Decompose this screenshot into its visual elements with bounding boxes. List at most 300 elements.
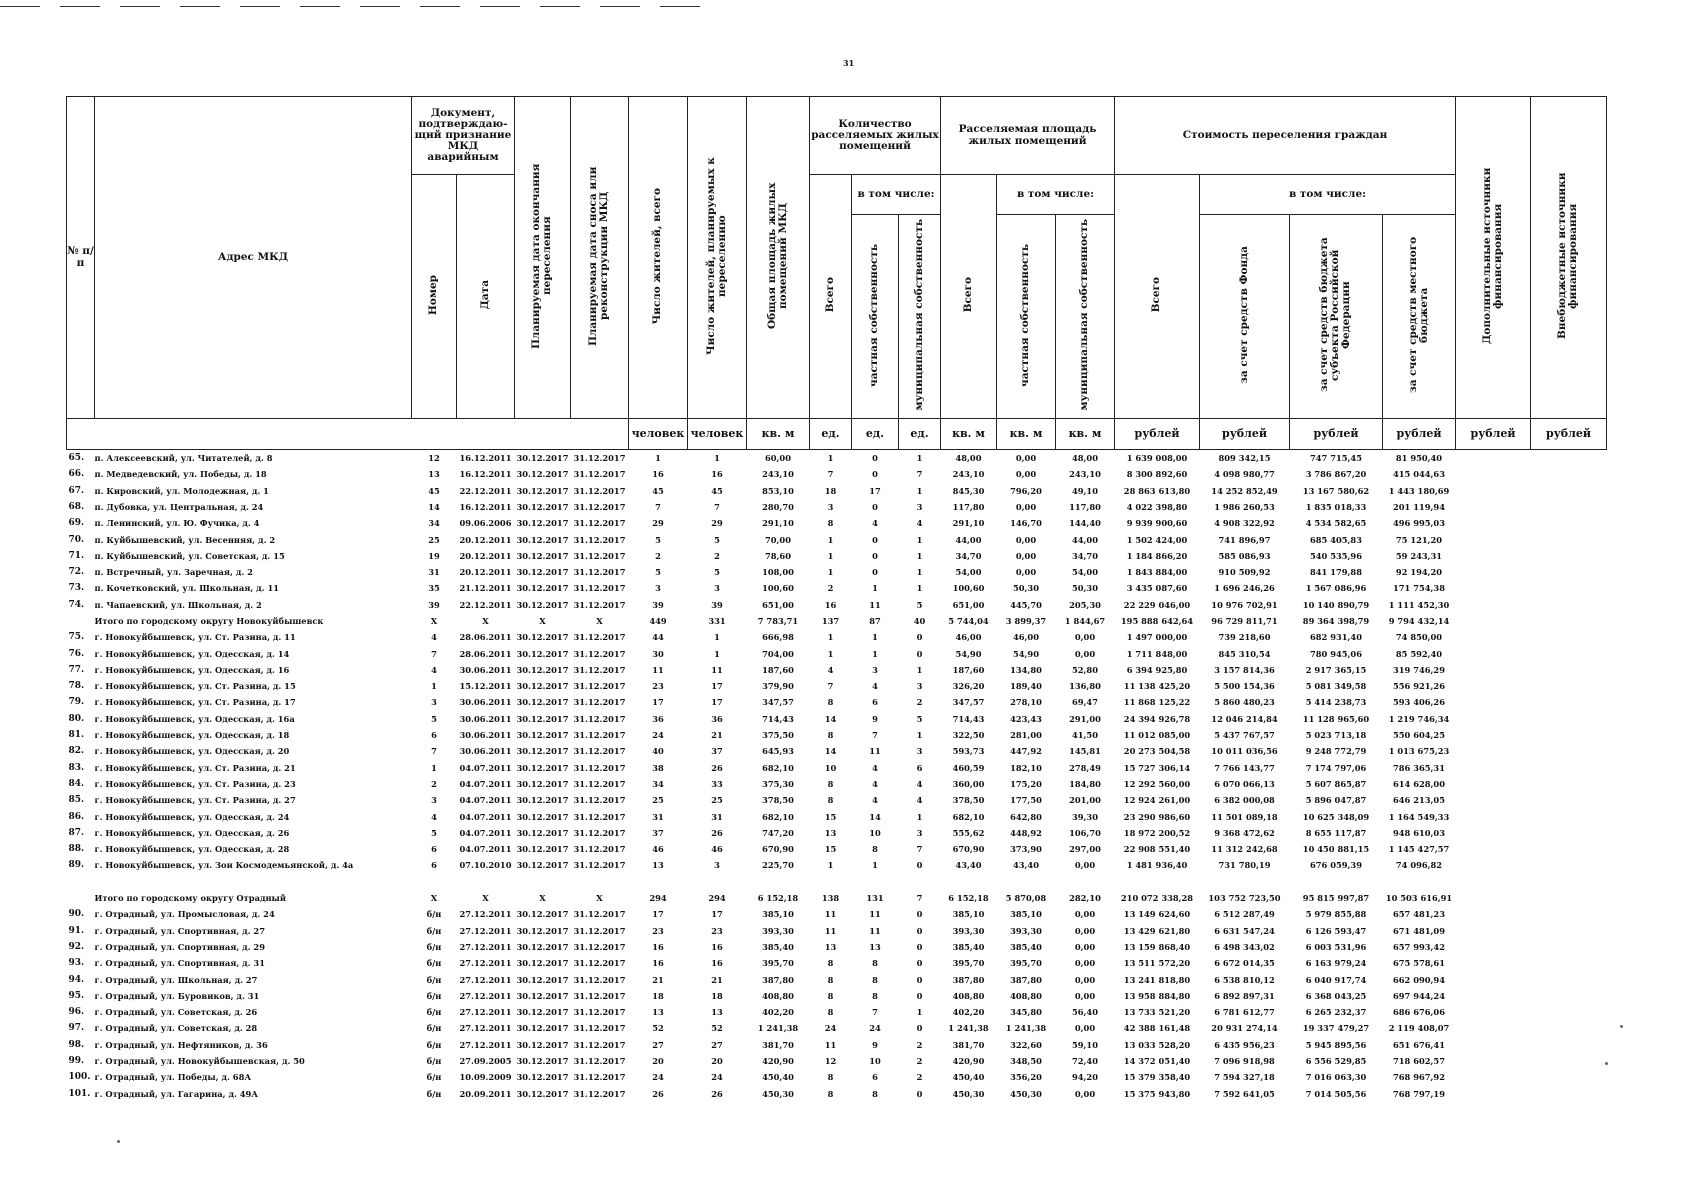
value-cell: 13 159 868,40 (1123, 941, 1191, 952)
address-cell: п. Кировский, ул. Молодежная, д. 1 (94, 485, 269, 496)
value-cell: 1 497 000,00 (1126, 632, 1188, 643)
value-cell: 1 (431, 681, 437, 692)
value-cell: 30.12.2017 (516, 469, 569, 480)
value-cell: 39 (652, 599, 664, 610)
col-planned-demolish-header: Планируемая дата сноса или реконструкции МКД (571, 97, 629, 419)
value-cell: 662 090,94 (1393, 974, 1445, 985)
value-cell: 3 (827, 501, 834, 512)
value-cell: 13 511 572,20 (1123, 958, 1191, 969)
value-cell: 381,70 (762, 1039, 794, 1050)
value-cell: 393,30 (762, 925, 794, 936)
value-cell: 1 219 746,34 (1388, 713, 1450, 724)
address-cell: Итого по городскому округу Новокуйбышевск (94, 615, 324, 626)
value-cell: 291,10 (952, 518, 985, 529)
table-row (67, 532, 1607, 548)
value-cell: 31.12.2017 (573, 697, 626, 708)
value-cell: 1 241,38 (948, 1023, 989, 1034)
value-cell: 6 781 612,77 (1214, 1007, 1275, 1018)
value-cell: 2 (916, 1056, 923, 1066)
value-cell: 59,10 (1072, 1039, 1098, 1050)
value-cell: 31 (652, 811, 664, 822)
value-cell: 33 (711, 778, 723, 789)
value-cell: 0 (916, 941, 923, 952)
value-cell: 04.07.2011 (459, 827, 512, 838)
col-area-all-header: Всего (941, 175, 997, 419)
address-cell: г. Новокуйбышевск, ул. Зои Космодемьянской, д. 4а (94, 860, 354, 871)
unit-cell: рублей (1456, 419, 1531, 450)
value-cell: 11 128 965,60 (1302, 713, 1370, 724)
value-cell: 4 (431, 664, 437, 675)
table-row (67, 1037, 1607, 1053)
value-cell: 2 119 408,07 (1388, 1023, 1450, 1034)
value-cell: 585 086,93 (1218, 550, 1271, 561)
value-cell: 666,98 (762, 632, 794, 643)
value-cell: 331 (708, 615, 726, 626)
value-cell: 31.12.2017 (573, 844, 626, 855)
value-cell: 31.12.2017 (573, 925, 626, 936)
row-number: 94. (68, 974, 85, 985)
address-cell: г. Новокуйбышевск, ул. Ст. Разина, д. 23 (94, 778, 296, 789)
value-cell: б/н (426, 941, 442, 952)
value-cell: 7 (916, 844, 923, 855)
value-cell: 6 394 925,80 (1126, 664, 1188, 675)
value-cell: 682 931,40 (1310, 632, 1362, 643)
value-cell: 6 (431, 860, 437, 871)
address-cell: п. Куйбышевский, ул. Советская, д. 15 (94, 550, 285, 561)
value-cell: 448,92 (1010, 827, 1042, 838)
value-cell: 30.12.2017 (516, 453, 569, 464)
value-cell: 16 (652, 958, 664, 969)
table-row (67, 662, 1607, 678)
value-cell: 646 213,05 (1393, 795, 1445, 806)
value-cell: 34,70 (1072, 550, 1098, 561)
value-cell: 1 (827, 550, 834, 561)
value-cell: 11 138 425,20 (1123, 681, 1191, 692)
value-cell: 146,70 (1010, 518, 1042, 529)
value-cell: 11 501 089,18 (1211, 811, 1278, 822)
address-cell: г. Отрадный, ул. Школьная, д. 27 (94, 974, 258, 985)
value-cell: 31.12.2017 (573, 958, 626, 969)
value-cell: 360,00 (952, 778, 985, 789)
value-cell: 6 152,18 (757, 893, 799, 904)
value-cell: 2 917 365,15 (1305, 664, 1367, 675)
value-cell: 56,40 (1072, 1007, 1098, 1018)
value-cell: 645,93 (762, 746, 794, 757)
value-cell: 768 967,92 (1393, 1072, 1445, 1083)
table-row (67, 1086, 1607, 1102)
col-total-area-header: Общая площадь жилых помещений МКД (747, 97, 810, 419)
value-cell: 0,00 (1015, 534, 1037, 545)
address-cell: г. Отрадный, ул. Победы, д. 68А (94, 1072, 252, 1083)
value-cell: 31.12.2017 (573, 664, 626, 675)
value-cell: 205,30 (1069, 599, 1101, 610)
value-cell: 0,00 (1074, 632, 1096, 643)
value-cell: 243,10 (1069, 469, 1101, 480)
value-cell: 1 (827, 632, 834, 643)
value-cell: 5 081 349,58 (1305, 681, 1367, 692)
row-number: 82. (68, 746, 85, 757)
value-cell: 30.12.2017 (516, 827, 569, 838)
value-cell: 294 (649, 893, 667, 904)
value-cell: 747,20 (762, 827, 794, 838)
value-cell: 1 443 180,69 (1388, 485, 1450, 496)
value-cell: 184,80 (1069, 778, 1101, 789)
value-cell: 0,00 (1074, 1023, 1096, 1034)
value-cell: 347,57 (762, 697, 794, 708)
value-cell: 31 (711, 811, 723, 822)
value-cell: 1 844,67 (1064, 615, 1106, 626)
total-row (67, 613, 1607, 629)
value-cell: 18 (711, 990, 723, 1001)
scan-speck (1605, 1062, 1608, 1065)
value-cell: 29 (652, 518, 664, 529)
value-cell: 4 (916, 795, 923, 806)
value-cell: 6 040 917,74 (1305, 974, 1367, 985)
value-cell: 408,80 (762, 990, 794, 1001)
scan-speck (117, 1140, 120, 1143)
value-cell: 348,50 (1010, 1056, 1042, 1066)
value-cell: 27.12.2011 (459, 1023, 512, 1034)
value-cell: 2 (827, 583, 834, 594)
value-cell: 395,70 (762, 958, 794, 969)
value-cell: 731 780,19 (1218, 860, 1271, 871)
value-cell: 13 958 884,80 (1123, 990, 1191, 1001)
value-cell: 5 (655, 534, 661, 545)
value-cell: 1 (916, 567, 923, 578)
row-number: 89. (68, 860, 85, 871)
value-cell: 7 (872, 730, 878, 741)
value-cell: 37 (652, 827, 664, 838)
value-cell: 7 783,71 (757, 615, 799, 626)
table-row (67, 923, 1607, 939)
value-cell: 30.12.2017 (516, 974, 569, 985)
value-cell: 30.12.2017 (516, 811, 569, 822)
value-cell: 177,50 (1010, 795, 1042, 806)
value-cell: 14 252 852,49 (1211, 485, 1278, 496)
value-cell: б/н (426, 1088, 442, 1099)
value-cell: 70,00 (765, 534, 791, 545)
value-cell: 1 (714, 648, 720, 659)
col-cost-all-header: Всего (1115, 175, 1200, 419)
value-cell: 171 754,38 (1393, 583, 1445, 594)
value-cell: 0 (916, 909, 923, 920)
value-cell: 13 241 818,80 (1123, 974, 1191, 985)
value-cell: 28.06.2011 (459, 632, 512, 643)
value-cell: 614 628,00 (1393, 778, 1445, 789)
value-cell: 393,30 (952, 925, 985, 936)
table-row (67, 450, 1607, 467)
value-cell: 145,81 (1069, 746, 1101, 757)
row-number: 86. (68, 811, 85, 822)
value-cell: 117,80 (952, 501, 985, 512)
value-cell: 0,00 (1074, 925, 1096, 936)
value-cell: 7 174 797,06 (1305, 762, 1367, 773)
value-cell: 22.12.2011 (459, 599, 512, 610)
row-number: 73. (68, 583, 85, 594)
value-cell: 1 (872, 860, 878, 871)
value-cell: 31.12.2017 (573, 730, 626, 741)
value-cell: 54,90 (1013, 648, 1039, 659)
table-row (67, 792, 1607, 808)
value-cell: 378,50 (762, 795, 794, 806)
value-cell: 11 (869, 909, 881, 920)
value-cell: 387,80 (952, 974, 985, 985)
value-cell: 10 011 036,56 (1211, 746, 1278, 757)
value-cell: 445,70 (1010, 599, 1042, 610)
value-cell: 16 (824, 599, 837, 610)
value-cell: 187,60 (762, 664, 794, 675)
value-cell: 1 (431, 762, 437, 773)
value-cell: 6 556 529,85 (1305, 1056, 1367, 1066)
value-cell: 30.12.2017 (516, 925, 569, 936)
value-cell: 11 (824, 925, 837, 936)
value-cell: 24 (824, 1023, 837, 1034)
value-cell: 13 149 624,60 (1123, 909, 1191, 920)
value-cell: 30.12.2017 (516, 681, 569, 692)
value-cell: 50,30 (1072, 583, 1098, 594)
value-cell: 682,10 (762, 762, 794, 773)
value-cell: 100,60 (952, 583, 985, 594)
value-cell: 6 003 531,96 (1305, 941, 1367, 952)
area-incl-header: в том числе: (997, 175, 1115, 215)
value-cell: 3 (714, 860, 720, 871)
value-cell: 5 896 047,87 (1305, 795, 1367, 806)
value-cell: 11 (869, 599, 881, 610)
value-cell: 31.12.2017 (573, 1007, 626, 1018)
table-row (67, 972, 1607, 988)
value-cell: 20 931 274,14 (1211, 1023, 1278, 1034)
value-cell: 22 908 551,40 (1123, 844, 1191, 855)
value-cell: 21 (711, 730, 723, 741)
value-cell: 30.12.2017 (516, 501, 569, 512)
value-cell: 7 (431, 648, 437, 659)
table-row (67, 499, 1607, 515)
value-cell: 30.12.2017 (516, 583, 569, 594)
row-number: 99. (68, 1056, 85, 1066)
value-cell: 4 (431, 632, 437, 643)
table-row (67, 629, 1607, 645)
resettlement-table (66, 96, 1607, 1102)
value-cell: 1 (655, 453, 661, 464)
row-number: 93. (68, 958, 85, 969)
value-cell: 6 163 979,24 (1305, 958, 1367, 969)
value-cell: 21.12.2011 (459, 583, 512, 594)
value-cell: 20.12.2011 (459, 534, 512, 545)
value-cell: 948 610,03 (1393, 827, 1445, 838)
value-cell: 30.12.2017 (516, 713, 569, 724)
value-cell: 23 (652, 681, 664, 692)
value-cell: 809 342,15 (1218, 453, 1271, 464)
value-cell: 6 (872, 1072, 878, 1083)
value-cell: 54,90 (955, 648, 982, 659)
value-cell: 46 (711, 844, 723, 855)
address-cell: п. Кочетковский, ул. Школьная, д. 11 (94, 583, 280, 594)
unit-cell: кв. м (997, 419, 1056, 450)
row-number: 83. (68, 762, 85, 773)
value-cell: 2 (431, 778, 437, 789)
value-cell: 0,00 (1074, 1088, 1096, 1099)
value-cell: 24 (711, 1072, 723, 1083)
value-cell: 5 945 895,56 (1305, 1039, 1367, 1050)
value-cell: 14 (869, 811, 881, 822)
value-cell: X (539, 615, 546, 626)
value-cell: 18 972 200,52 (1123, 827, 1191, 838)
value-cell: 1 (827, 567, 834, 578)
value-cell: 385,40 (952, 941, 985, 952)
value-cell: 04.07.2011 (459, 811, 512, 822)
value-cell: 375,50 (762, 730, 794, 741)
value-cell: 670,90 (762, 844, 794, 855)
value-cell: 49,10 (1072, 485, 1098, 496)
value-cell: 15 (824, 844, 837, 855)
value-cell: 24 (652, 1072, 664, 1083)
value-cell: 3 (431, 697, 437, 708)
value-cell: 1 (916, 664, 923, 675)
page-number: 31 (843, 58, 855, 68)
value-cell: 14 372 051,40 (1123, 1056, 1191, 1066)
value-cell: 1 241,38 (757, 1023, 799, 1034)
value-cell: 103 752 723,50 (1208, 893, 1281, 904)
value-cell: 423,43 (1010, 713, 1042, 724)
value-cell: 319 746,29 (1393, 664, 1445, 675)
value-cell: 04.07.2011 (459, 844, 512, 855)
value-cell: 4 (872, 518, 878, 529)
address-cell: г. Новокуйбышевск, ул. Одесская, д. 18 (94, 730, 290, 741)
value-cell: 8 655 117,87 (1305, 827, 1367, 838)
value-cell: 714,43 (952, 713, 985, 724)
value-cell: 385,10 (762, 909, 794, 920)
value-cell: 243,10 (762, 469, 794, 480)
value-cell: 7 (827, 469, 834, 480)
value-cell: 30.12.2017 (516, 730, 569, 741)
value-cell: 9 794 432,14 (1388, 615, 1450, 626)
value-cell: 30.12.2017 (516, 990, 569, 1001)
value-cell: 385,40 (762, 941, 794, 952)
value-cell: 30.12.2017 (516, 795, 569, 806)
table-row (67, 597, 1607, 613)
value-cell: 0 (916, 974, 923, 985)
value-cell: 4 908 322,92 (1214, 518, 1275, 529)
value-cell: 48,00 (1072, 453, 1098, 464)
value-cell: 1 013 675,23 (1388, 746, 1450, 757)
value-cell: 4 (431, 811, 437, 822)
address-cell: г. Отрадный, ул. Нефтяников, д. 36 (94, 1039, 268, 1050)
value-cell: 175,20 (1010, 778, 1042, 789)
address-cell: п. Медведевский, ул. Победы, д. 18 (94, 469, 267, 480)
value-cell: 718 602,57 (1393, 1056, 1445, 1066)
value-cell: 26 (652, 1088, 664, 1099)
value-cell: 30.12.2017 (516, 958, 569, 969)
table-row (67, 1020, 1607, 1036)
address-cell: г. Новокуйбышевск, ул. Ст. Разина, д. 15 (94, 681, 296, 692)
value-cell: 12 292 560,00 (1123, 778, 1191, 789)
value-cell: 5 (916, 713, 923, 724)
value-cell: 1 696 246,26 (1214, 583, 1275, 594)
value-cell: 4 (916, 778, 923, 789)
col-qty-municipal-header: муниципальная собственность (899, 215, 941, 419)
row-number: 91. (68, 925, 85, 936)
value-cell: 402,20 (952, 1007, 985, 1018)
value-cell: 5 860 480,23 (1214, 697, 1275, 708)
row-number: 98. (68, 1039, 85, 1050)
value-cell: 0,00 (1074, 860, 1096, 871)
value-cell: 13 (824, 941, 837, 952)
value-cell: 1 481 936,40 (1126, 860, 1188, 871)
value-cell: 278,49 (1069, 762, 1101, 773)
value-cell: 13 429 621,80 (1123, 925, 1191, 936)
unit-cell: человек (688, 419, 747, 450)
value-cell: 31.12.2017 (573, 632, 626, 643)
value-cell: 95 815 997,87 (1302, 893, 1370, 904)
row-number: 96. (68, 1007, 85, 1018)
value-cell: 31.12.2017 (573, 974, 626, 985)
value-cell: 7 016 063,30 (1305, 1072, 1367, 1083)
value-cell: 27.12.2011 (459, 958, 512, 969)
value-cell: 46,00 (1013, 632, 1039, 643)
value-cell: 0,00 (1015, 567, 1037, 578)
row-number: 72. (68, 567, 85, 578)
value-cell: 22.12.2011 (459, 485, 512, 496)
value-cell: 28 863 613,80 (1123, 485, 1191, 496)
col-doc-number-header: Номер (412, 175, 457, 419)
value-cell: 3 (916, 746, 923, 757)
value-cell: 1 502 424,00 (1126, 534, 1188, 545)
row-number: 69. (68, 518, 85, 529)
value-cell: 30.12.2017 (516, 746, 569, 757)
value-cell: 45 (428, 485, 440, 496)
value-cell: 697 944,24 (1393, 990, 1445, 1001)
value-cell: 30.12.2017 (516, 844, 569, 855)
value-cell: 45 (711, 485, 723, 496)
address-cell: п. Алексеевский, ул. Читателей, д. 8 (94, 453, 273, 464)
table-row (67, 743, 1607, 759)
value-cell: 44 (652, 632, 664, 643)
spacer-row (67, 874, 1607, 890)
value-cell: 7 (655, 501, 661, 512)
value-cell: 8 (872, 1088, 878, 1099)
value-cell: 393,30 (1010, 925, 1042, 936)
value-cell: 19 337 479,27 (1302, 1023, 1370, 1034)
value-cell: 201 119,94 (1393, 501, 1445, 512)
value-cell: 34 (428, 518, 440, 529)
value-cell: X (539, 893, 546, 904)
value-cell: 786 365,31 (1393, 762, 1445, 773)
value-cell: 402,20 (762, 1007, 794, 1018)
address-cell: г. Отрадный, ул. Новокуйбышевская, д. 50 (94, 1056, 305, 1066)
value-cell: 22 229 046,00 (1123, 599, 1191, 610)
row-number: 81. (68, 730, 85, 741)
address-cell: г. Отрадный, ул. Советская, д. 28 (94, 1023, 258, 1034)
value-cell: 12 (428, 453, 440, 464)
value-cell: 415 044,63 (1393, 469, 1445, 480)
value-cell: 50,30 (1013, 583, 1039, 594)
value-cell: 5 414 238,73 (1305, 697, 1367, 708)
unit-cell: рублей (1531, 419, 1607, 450)
value-cell: 845,30 (952, 485, 985, 496)
cost-group-header: Стоимость переселения граждан (1115, 97, 1456, 175)
value-cell: 45 (652, 485, 664, 496)
row-number: 65. (68, 453, 85, 464)
value-cell: 5 744,04 (948, 615, 989, 626)
value-cell: 210 072 338,28 (1120, 893, 1194, 904)
address-cell: г. Отрадный, ул. Спортивная, д. 31 (94, 958, 265, 969)
value-cell: 8 (827, 518, 834, 529)
value-cell: 1 184 866,20 (1126, 550, 1188, 561)
value-cell: 4 098 980,77 (1214, 469, 1275, 480)
value-cell: 225,70 (762, 860, 794, 871)
value-cell: 8 (872, 844, 878, 855)
value-cell: 686 676,06 (1393, 1007, 1445, 1018)
